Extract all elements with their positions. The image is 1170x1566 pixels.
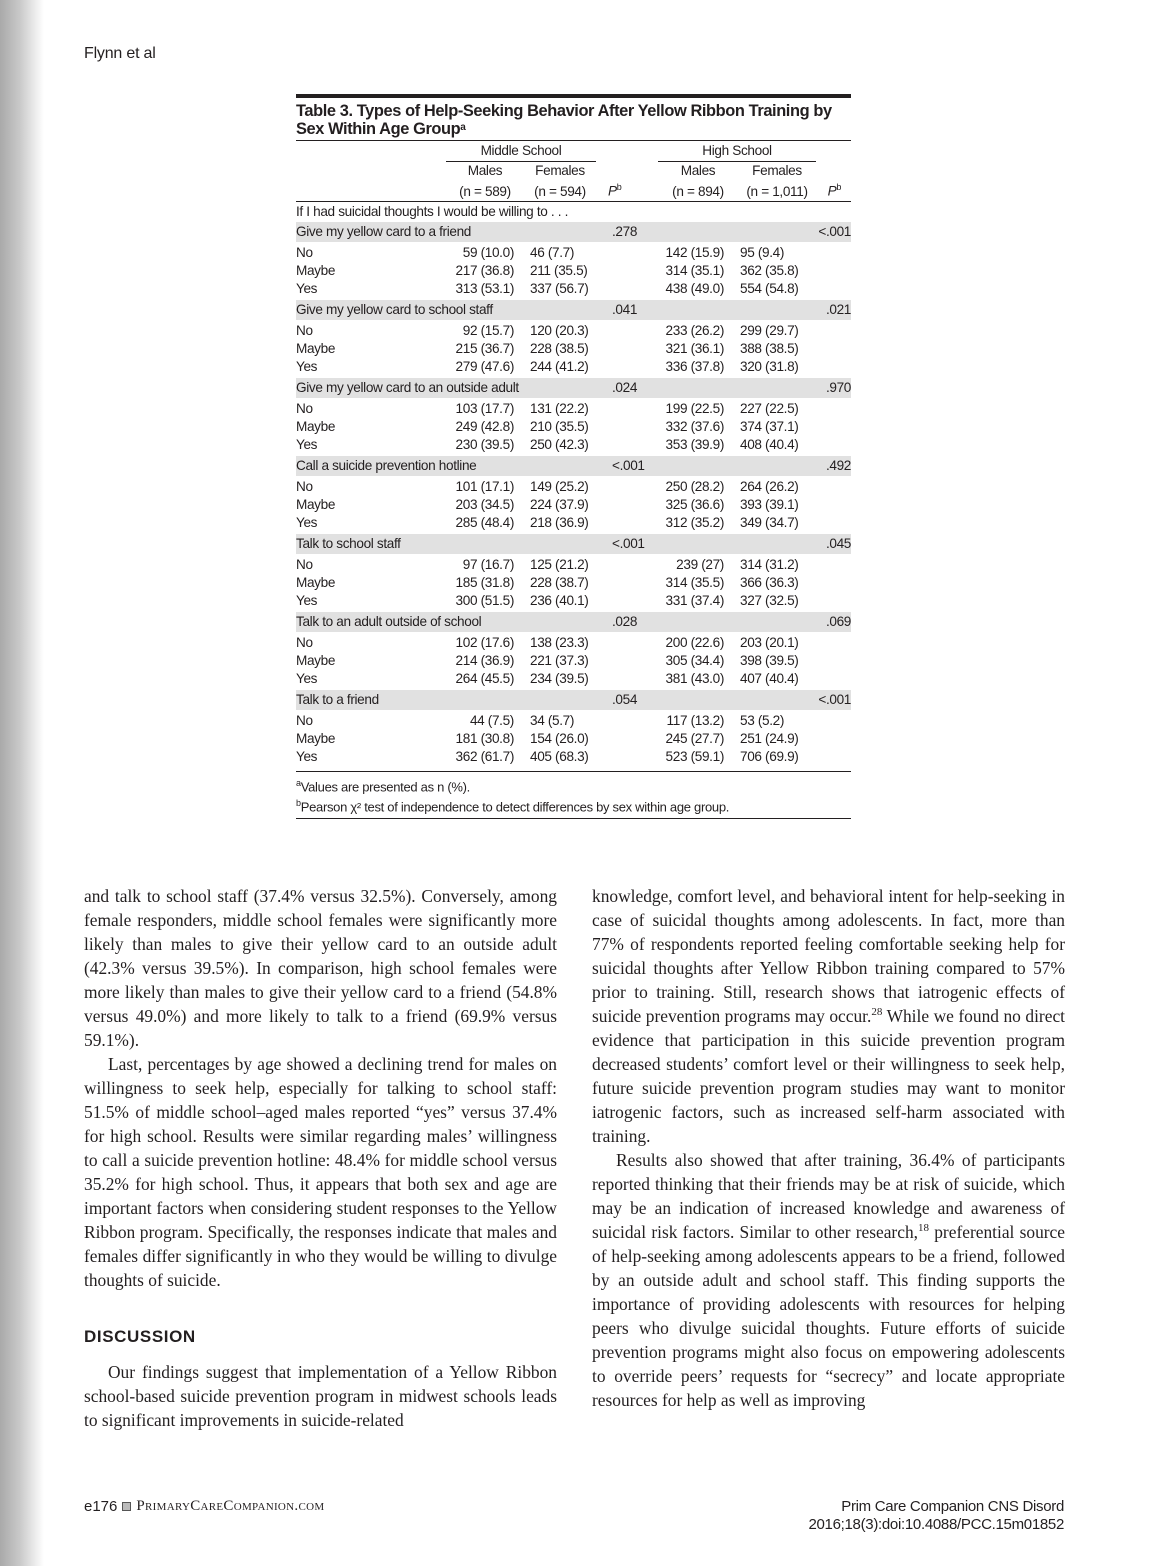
cell-ms-males: 92 (15.7) [462,322,514,338]
row-label: Yes [296,514,318,530]
table-stem-row [296,201,851,222]
table-3 [296,94,851,819]
cell-ms-males: 230 (39.5) [455,436,514,452]
cell-hs-females: 264 (26.2) [740,478,799,494]
cell-hs-males: 239 (27) [676,556,724,572]
cell-ms-males: 285 (48.4) [455,514,514,530]
square-bullet-icon [122,1502,131,1511]
table-title [296,98,851,141]
cell-hs-males: 325 (36.6) [665,496,724,512]
cell-ms-females: 34 (5.7) [530,712,575,728]
cell-ms-females: 154 (26.0) [530,730,589,746]
table-row [296,730,851,748]
p-value-high-school: .069 [816,612,851,632]
table-row [296,262,851,280]
table-row [296,670,851,690]
table-title-text: Table 3. Types of Help-Seeking Behavior After Yellow Ribbon Training by Sex Within Age Group [296,102,832,138]
section-header-row [296,378,851,398]
cell-hs-females: 299 (29.7) [740,322,799,338]
cell-ms-females: 337 (56.7) [530,280,589,296]
col-ms-females: Females [535,163,585,178]
cell-hs-females: 388 (38.5) [740,340,799,356]
cell-hs-females: 314 (31.2) [740,556,799,572]
cell-hs-females: 327 (32.5) [740,592,799,608]
cell-ms-males: 279 (47.6) [455,358,514,374]
row-label: Maybe [296,652,336,668]
p-value-high-school: <.001 [816,222,851,242]
footer-right [808,1498,1064,1534]
section-label: Talk to school staff [296,534,596,554]
group-high-school: High School [658,141,816,162]
section-label: Give my yellow card to a friend [296,222,596,242]
table-row [296,496,851,514]
cell-ms-females: 236 (40.1) [530,592,589,608]
cell-hs-females: 554 (54.8) [740,280,799,296]
running-head: Flynn et al [84,45,156,62]
section-label: Give my yellow card to school staff [296,300,596,320]
p-value-high-school: .045 [816,534,851,554]
cell-hs-males: 117 (13.2) [666,712,724,728]
cell-hs-females: 362 (35.8) [740,262,799,278]
page-binding-shadow [0,0,44,1566]
journal-website[interactable]: PrimaryCareCompanion.com [136,1498,325,1514]
cell-ms-females: 131 (22.2) [530,400,589,416]
row-label: No [296,712,313,728]
p-value-high-school: .970 [816,378,851,398]
p-value-middle-school: <.001 [596,456,658,476]
footer-left [84,1498,324,1515]
row-label: No [296,400,313,416]
table-row [296,476,851,496]
cell-ms-females: 210 (35.5) [530,418,589,434]
cell-hs-males: 336 (37.8) [665,358,724,374]
cell-hs-females: 374 (37.1) [740,418,799,434]
p-value-middle-school: <.001 [596,534,658,554]
cell-ms-females: 138 (23.3) [530,634,589,650]
cell-hs-males: 321 (36.1) [665,340,724,356]
paragraph: Last, percentages by age showed a declining trend for males on willingness to seek help, especially for talking to school staff: 51.5% of middle school–aged males reported “yes” versus 37.4% for high school. Results were similar regarding males’ willingness to call a suicide prevention hotline: 48.4% for middle school versus 35.2% for high school. Thus, it appears that both sex and age are important factors when considering student responses to the Yellow Ribbon program. Specifically, the responses indicate that males and females differ significantly in who they would be willing to divulge thoughts of suicide. [84,1054,557,1290]
cell-hs-females: 408 (40.4) [740,436,799,452]
row-label: Maybe [296,418,336,434]
cell-ms-males: 97 (16.7) [462,556,514,572]
cell-ms-females: 211 (35.5) [530,262,588,278]
cell-ms-males: 264 (45.5) [455,670,514,686]
cell-hs-females: 398 (39.5) [740,652,799,668]
cell-hs-males: 314 (35.5) [665,574,724,590]
paragraph: Our findings suggest that implementation of a Yellow Ribbon school-based suicide prevention program in midwest schools leads to significant improvements in suicide-related [84,1362,557,1430]
cell-ms-males: 181 (30.8) [455,730,514,746]
row-label: Yes [296,358,318,374]
row-label: No [296,322,313,338]
cell-hs-females: 53 (5.2) [740,712,785,728]
row-label: Yes [296,592,318,608]
cell-ms-females: 228 (38.7) [530,574,589,590]
row-label: No [296,244,313,260]
cell-ms-females: 228 (38.5) [530,340,589,356]
cell-ms-males: 249 (42.8) [455,418,514,434]
row-label: Maybe [296,574,336,590]
row-label: Maybe [296,262,336,278]
cell-hs-males: 381 (43.0) [665,670,724,686]
section-header-row [296,300,851,320]
journal-name: Prim Care Companion CNS Disord [841,1498,1064,1515]
cell-hs-females: 320 (31.8) [740,358,799,374]
cell-ms-males: 217 (36.8) [455,262,514,278]
cell-ms-females: 221 (37.3) [530,652,589,668]
col-ms-females-n: (n = 594) [524,179,596,201]
table-row [296,574,851,592]
col-hs-males: Males [680,163,716,178]
cell-hs-males: 312 (35.2) [665,514,724,530]
row-label: Maybe [296,340,336,356]
table-row [296,358,851,378]
col-ms-males: Males [467,163,503,178]
cell-ms-males: 362 (61.7) [455,748,514,764]
section-label: Talk to an adult outside of school [296,612,596,632]
table-row [296,652,851,670]
table-title-footnote-mark: a [460,122,466,133]
p-value-middle-school: .054 [596,690,658,710]
row-label: No [296,478,313,494]
table-row [296,320,851,340]
row-label: Yes [296,748,318,764]
text-column-left [84,884,557,1432]
text-column-right [592,884,1065,1412]
page-number: e176 [84,1498,118,1515]
section-label: Give my yellow card to an outside adult [296,378,596,398]
column-n-row [296,179,851,201]
col-hs-males-n: (n = 894) [658,179,738,201]
cell-ms-males: 214 (36.9) [455,652,514,668]
cell-ms-males: 101 (17.1) [455,478,514,494]
cell-hs-females: 407 (40.4) [740,670,799,686]
cell-hs-females: 393 (39.1) [740,496,799,512]
section-header-row [296,222,851,242]
journal-citation: 2016;18(3):doi:10.4088/PCC.15m01852 [808,1516,1064,1533]
row-label: No [296,556,313,572]
col-ms-p: $P^b$ [596,179,658,201]
cell-hs-females: 227 (22.5) [740,400,799,416]
cell-ms-males: 59 (10.0) [462,244,514,260]
table-row [296,592,851,612]
row-label: Maybe [296,730,336,746]
table-row [296,398,851,418]
cell-hs-females: 366 (36.3) [740,574,799,590]
p-value-high-school: <.001 [816,690,851,710]
cell-hs-males: 331 (37.4) [665,592,724,608]
cell-ms-females: 125 (21.2) [530,556,589,572]
col-hs-p: $P^b$ [816,179,851,201]
cell-ms-males: 300 (51.5) [455,592,514,608]
section-label: Call a suicide prevention hotline [296,456,596,476]
col-hs-females-n: (n = 1,011) [738,179,816,201]
cell-ms-females: 46 (7.7) [530,244,575,260]
section-header-row [296,456,851,476]
cell-hs-males: 332 (37.6) [665,418,724,434]
cell-hs-males: 199 (22.5) [665,400,724,416]
cell-ms-females: 224 (37.9) [530,496,589,512]
row-label: Yes [296,280,318,296]
paragraph: knowledge, comfort level, and behavioral intent for help-seeking in case of suicidal thoughts among adolescents. In fact, more than 77% of respondents reported feeling comfortable seeking help for suicidal thoughts after Yellow Ribbon training compared to 57% prior to training. Still, research shows that iatrogenic effects of suicide prevention programs may occur.$^{28}$ While we found no direct evidence that participation in this suicide prevention program decreased students’ comfort level or their willingness to seek help, future suicide prevention program studies may want to monitor iatrogenic factors, such as increased self-harm associated with training. [592,886,1065,1146]
section-label: Talk to a friend [296,690,596,710]
table-row [296,514,851,534]
table-row [296,280,851,300]
cell-ms-females: 234 (39.5) [530,670,589,686]
table-row [296,242,851,262]
table-row [296,554,851,574]
cell-hs-males: 245 (27.7) [665,730,724,746]
group-header-row [296,141,851,162]
cell-hs-females: 251 (24.9) [740,730,799,746]
row-label: Yes [296,436,318,452]
cell-hs-males: 233 (26.2) [665,322,724,338]
p-value-middle-school: .278 [596,222,658,242]
col-ms-males-n: (n = 589) [446,179,524,201]
section-header-row [296,534,851,554]
cell-hs-females: 203 (20.1) [740,634,799,650]
cell-ms-males: 102 (17.6) [455,634,514,650]
cell-ms-males: 103 (17.7) [455,400,514,416]
citation-ref[interactable]: 28 [871,1006,883,1019]
column-header-row [296,162,851,180]
col-hs-females: Females [752,163,802,178]
section-header-row [296,612,851,632]
paragraph: and talk to school staff (37.4% versus 32.5%). Conversely, among female responders, middle school females were significantly more likely than males to give their yellow card to an outside adult (42.3% versus 39.5%). In comparison, high school females were more likely than males to give their yellow card to a friend (54.8% versus 49.0%) and more likely to talk to a friend (69.9% versus 59.1%). [84,886,557,1050]
row-label: No [296,634,313,650]
cell-hs-males: 438 (49.0) [665,280,724,296]
cell-ms-females: 120 (20.3) [530,322,589,338]
cell-ms-females: 149 (25.2) [530,478,589,494]
cell-hs-males: 200 (22.6) [665,634,724,650]
cell-ms-males: 44 (7.5) [469,712,514,728]
paragraph: Results also showed that after training, 36.4% of participants reported thinking that their friends may be at risk of suicide, which may be an indication of increased knowledge and awareness of suicidal risk factors. Similar to other research,$^{18}$ preferential source of help-seeking among adolescents appears to be a friend, followed by an outside adult and school staff. This finding supports the importance of providing adolescents with resources for helping peers who divulge suicidal thoughts. Future efforts of suicide prevention programs might also focus on empowering adolescents to override peers’ requests for “secrecy” and locate appropriate resources for help as well as improving [592,1150,1065,1410]
p-value-middle-school: .041 [596,300,658,320]
cell-hs-males: 305 (34.4) [665,652,724,668]
table-row [296,436,851,456]
footnote-b: $^b$Pearson χ² test of independence to detect differences by sex within age group. [296,797,730,815]
p-value-middle-school: .024 [596,378,658,398]
cell-hs-females: 349 (34.7) [740,514,799,530]
group-middle-school: Middle School [446,141,596,162]
cell-hs-males: 142 (15.9) [665,244,724,260]
cell-ms-males: 185 (31.8) [455,574,514,590]
cell-hs-males: 523 (59.1) [665,748,724,764]
table-row [296,418,851,436]
cell-hs-males: 314 (35.1) [665,262,724,278]
table-footnotes [296,772,851,820]
section-header-row [296,690,851,710]
row-label: Yes [296,670,318,686]
p-value-middle-school: .028 [596,612,658,632]
cell-hs-males: 250 (28.2) [665,478,724,494]
cell-hs-females: 706 (69.9) [740,748,799,764]
table-row [296,632,851,652]
cell-ms-males: 215 (36.7) [455,340,514,356]
cell-ms-females: 244 (41.2) [530,358,589,374]
cell-hs-males: 353 (39.9) [665,436,724,452]
row-label: Maybe [296,496,336,512]
table-stem: If I had suicidal thoughts I would be willing to . . . [296,203,569,219]
section-heading-discussion: DISCUSSION [84,1327,196,1346]
cell-ms-males: 313 (53.1) [455,280,514,296]
citation-ref[interactable]: 18 [918,1222,929,1235]
cell-ms-females: 250 (42.3) [530,436,589,452]
table-row [296,748,851,768]
cell-ms-females: 218 (36.9) [530,514,589,530]
p-value-high-school: .492 [816,456,851,476]
cell-ms-females: 405 (68.3) [530,748,589,764]
cell-ms-males: 203 (34.5) [455,496,514,512]
table-row [296,710,851,730]
footnote-a: $^a$Values are presented as n (%). [296,777,470,794]
table-bottom-rule [296,768,851,772]
cell-hs-females: 95 (9.4) [740,244,785,260]
table-body [296,141,851,772]
p-value-high-school: .021 [816,300,851,320]
table-row [296,340,851,358]
